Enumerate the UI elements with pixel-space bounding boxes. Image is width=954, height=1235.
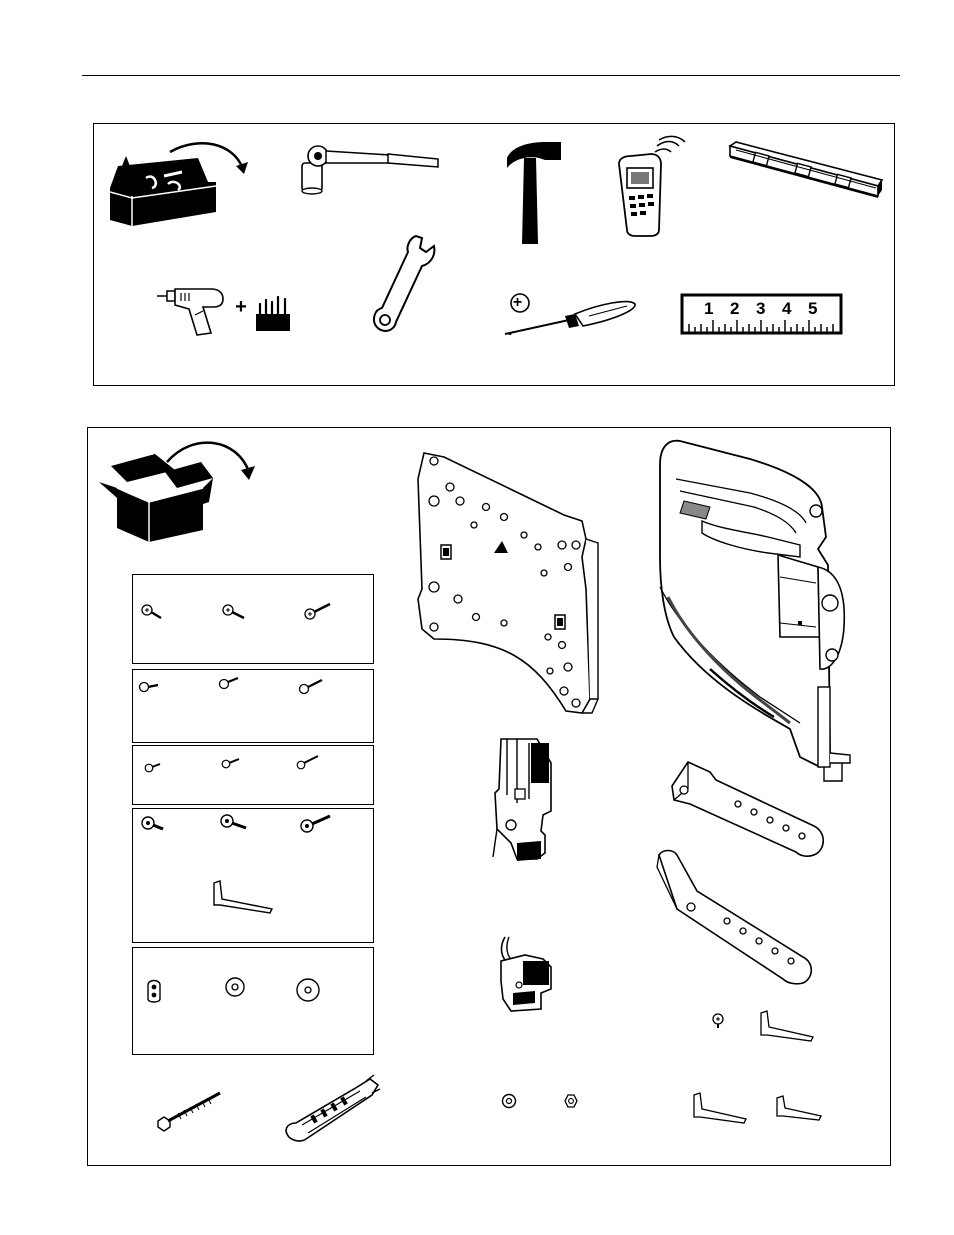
allen-key-icon xyxy=(210,877,274,913)
hardware-bag-2 xyxy=(132,669,374,743)
stud-finder-icon xyxy=(615,138,685,238)
washer-icon xyxy=(295,977,321,1003)
screwdriver-plus-sign: + xyxy=(512,294,523,311)
articulating-arm-icon xyxy=(650,437,862,785)
open-box-icon xyxy=(97,432,257,544)
hardware-bag-3 xyxy=(132,745,374,805)
screw-icon xyxy=(218,674,240,690)
ruler-number-2: 2 xyxy=(730,299,740,318)
header-rule xyxy=(82,75,900,76)
screw-icon xyxy=(138,679,160,695)
cable-clip-icon xyxy=(495,933,559,1013)
ruler-number-5: 5 xyxy=(808,299,818,318)
hardware-bag-5 xyxy=(132,947,374,1055)
extension-bar-lower-icon xyxy=(653,847,815,987)
screw-icon xyxy=(296,754,320,770)
lock-nut-icon xyxy=(501,1093,517,1109)
extension-bar-upper-icon xyxy=(666,760,828,858)
hardware-bag-4 xyxy=(132,808,374,943)
screw-icon xyxy=(298,677,324,695)
hardware-bag-1 xyxy=(132,574,374,664)
swivel-bracket-icon xyxy=(487,733,559,867)
toolbox-icon xyxy=(108,136,248,228)
screw-icon xyxy=(304,602,332,620)
level-icon xyxy=(728,140,886,220)
ruler-number-3: 3 xyxy=(756,299,766,318)
wall-anchor-icon xyxy=(282,1075,382,1145)
drill-plus-sign: + xyxy=(235,296,247,318)
socket-wrench-icon xyxy=(298,145,440,197)
open-end-wrench-icon xyxy=(370,232,438,336)
screw-icon xyxy=(222,603,246,621)
lag-bolt-icon xyxy=(154,1089,224,1133)
allen-key-icon xyxy=(773,1094,823,1122)
drill-bits-icon xyxy=(255,294,291,332)
screw-icon xyxy=(144,760,162,774)
tv-wall-plate-icon xyxy=(414,449,600,724)
bolt-icon xyxy=(300,812,332,834)
drill-icon xyxy=(155,283,237,337)
ruler-number-1: 1 xyxy=(704,299,714,318)
screw-icon xyxy=(221,756,241,770)
flat-head-screw-icon xyxy=(710,1013,726,1029)
washer-icon xyxy=(224,976,246,998)
hammer-icon xyxy=(505,140,563,246)
bolt-icon xyxy=(141,815,165,833)
hex-nut-icon xyxy=(564,1094,578,1108)
allen-key-icon xyxy=(757,1009,815,1043)
spacer-icon xyxy=(144,977,164,1003)
screw-icon xyxy=(141,603,163,621)
allen-key-icon xyxy=(690,1091,748,1125)
bolt-icon xyxy=(220,813,248,831)
ruler-number-4: 4 xyxy=(782,299,792,318)
